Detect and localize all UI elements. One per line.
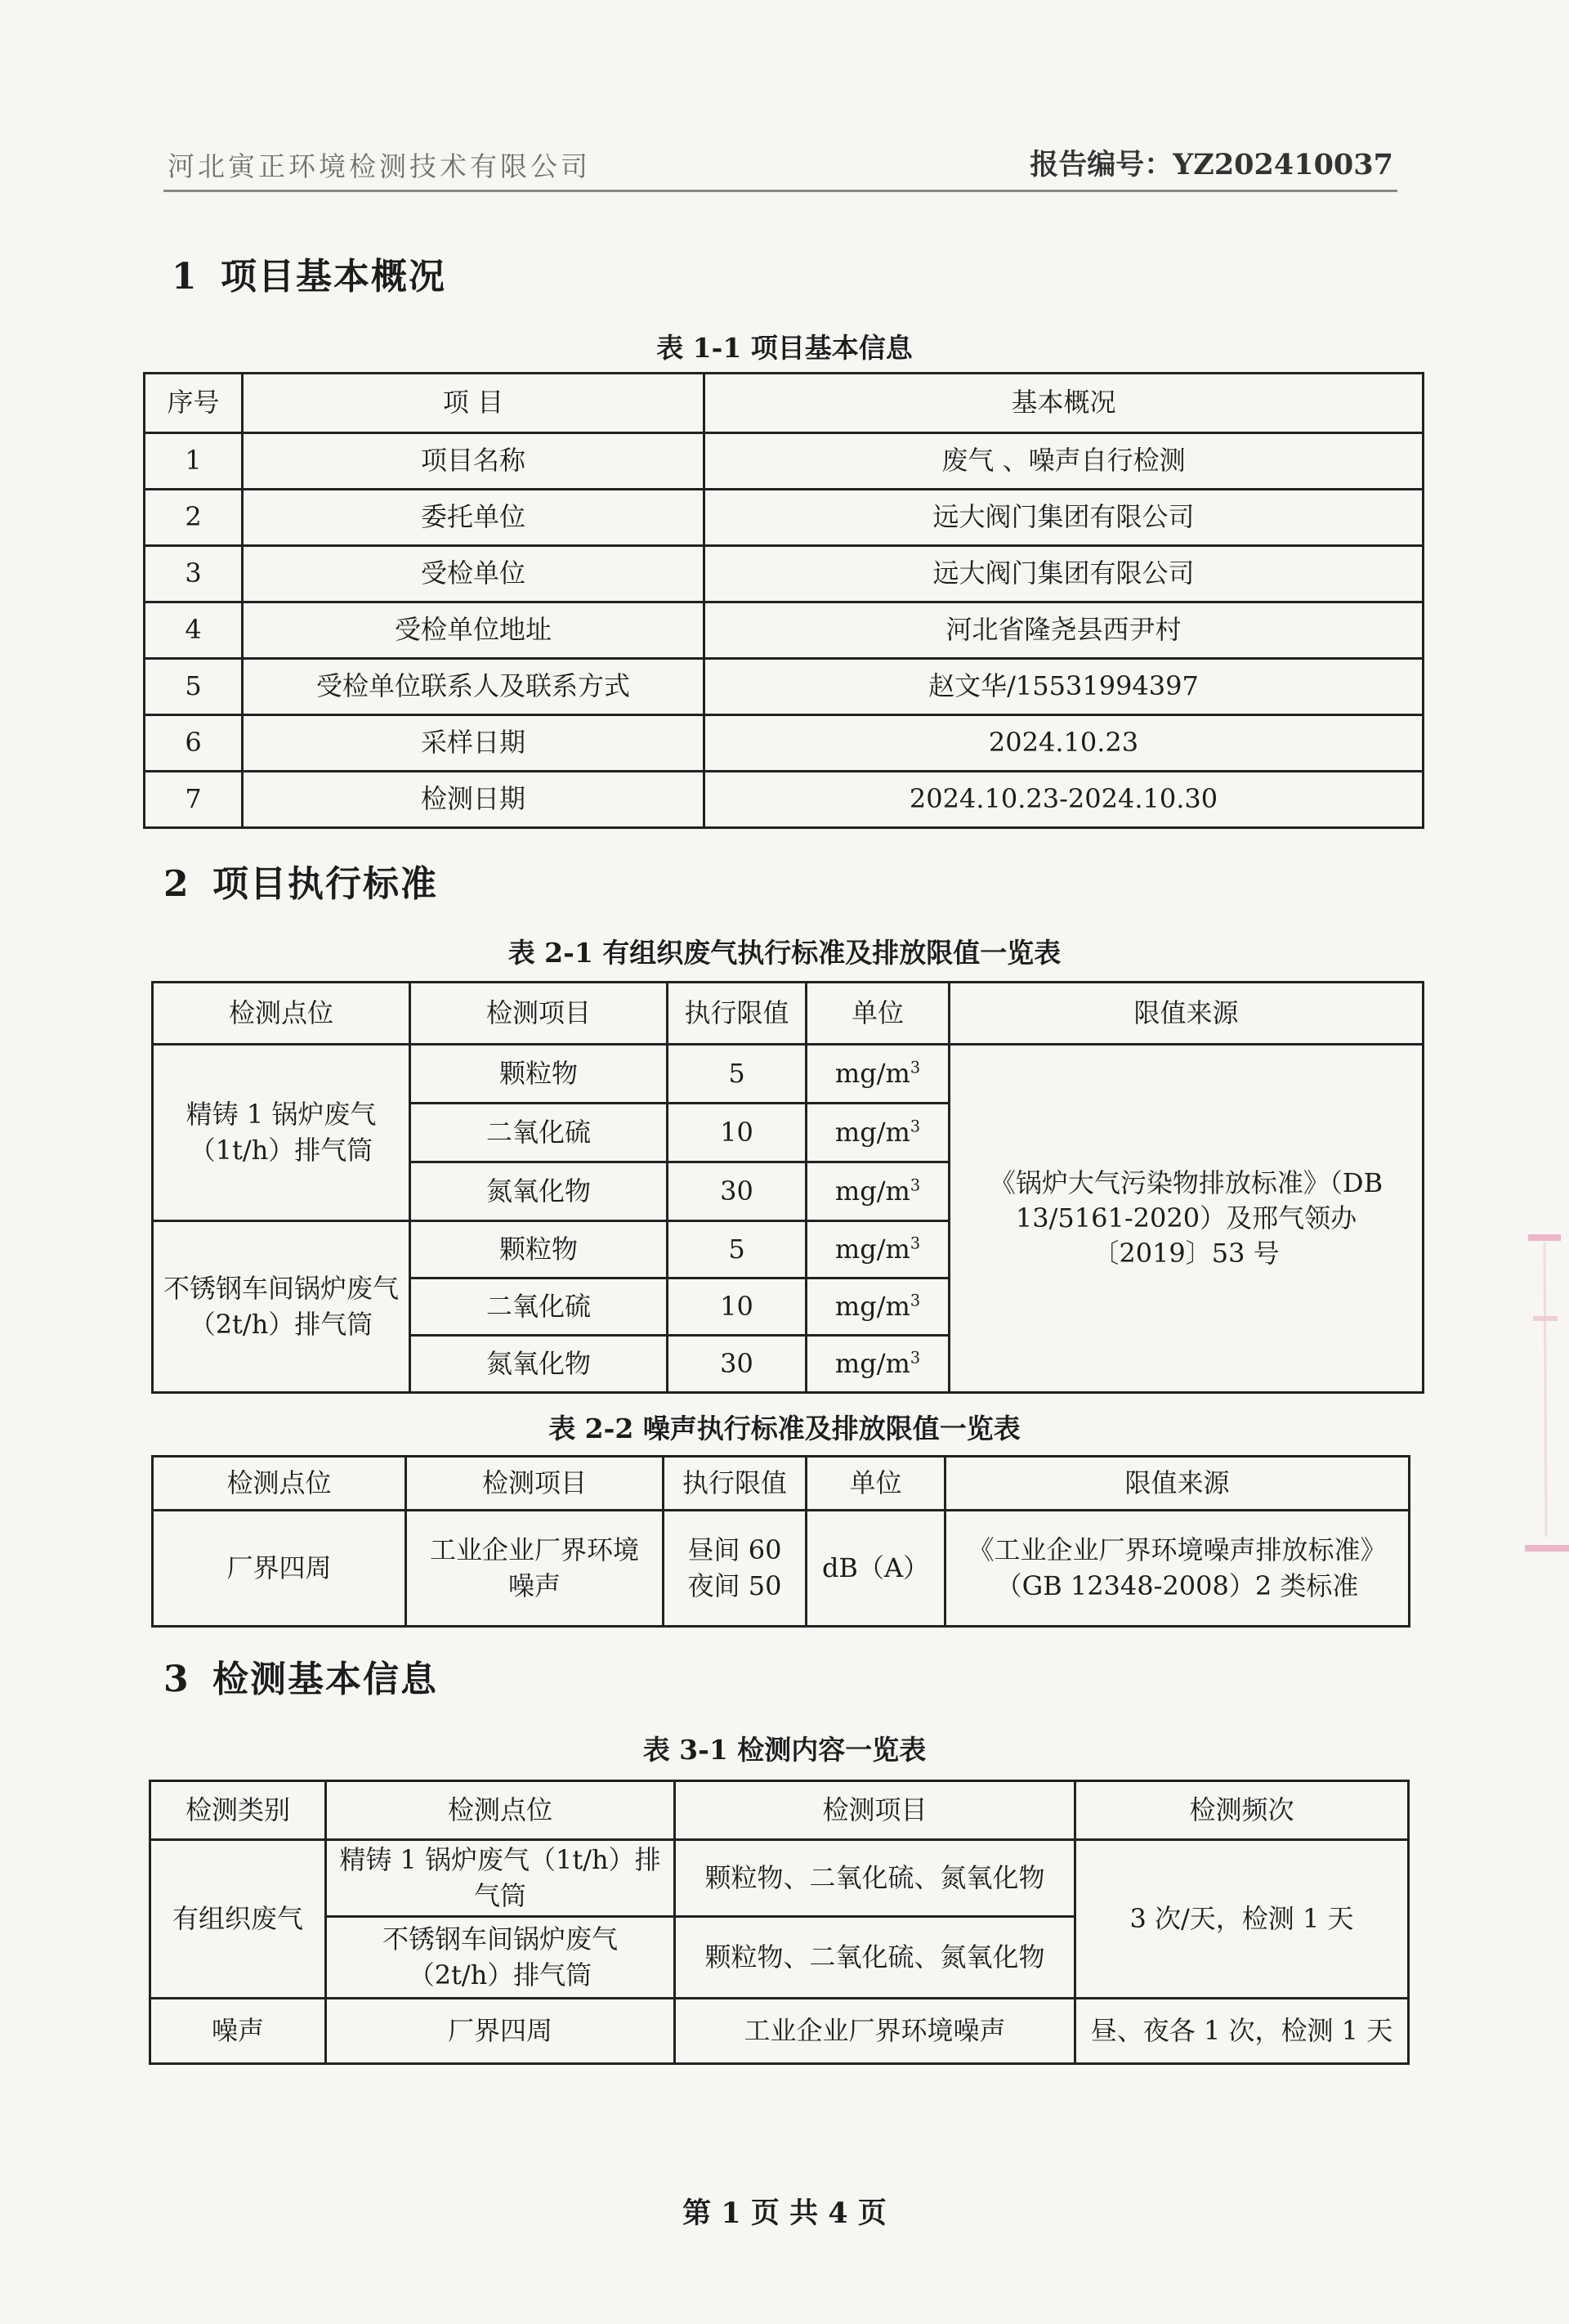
unit-text: mg/m xyxy=(834,1347,910,1379)
table-cell: 颗粒物 xyxy=(410,1045,668,1104)
table-header-row xyxy=(150,1781,1409,1840)
header-cell: 检测项目 xyxy=(406,1457,664,1511)
page-number: 第 1 页 共 4 页 xyxy=(682,2196,887,2230)
table-cell: 颗粒物、二氧化硫、氮氧化物 xyxy=(675,1840,1075,1917)
limit-source-cell: 《工业企业厂界环境噪声排放标准》（GB 12348-2008）2 类标准 xyxy=(945,1511,1410,1627)
header-cell: 基本概况 xyxy=(704,374,1424,433)
monitoring-point-cell: 厂界四周 xyxy=(153,1511,406,1627)
unit-superscript: 3 xyxy=(910,1291,921,1310)
table-2-caption: 表 2-1 有组织废气执行标准及排放限值一览表 xyxy=(507,937,1062,969)
section-number: 2 xyxy=(163,863,190,905)
table-row xyxy=(150,1840,1409,1917)
unit-text: mg/m xyxy=(834,1290,910,1322)
table-cell: 10 xyxy=(668,1278,807,1336)
table-row xyxy=(153,1511,1410,1627)
header-divider xyxy=(163,190,1397,192)
table-header-row xyxy=(153,983,1424,1045)
table-1-caption: 表 1-1 项目基本信息 xyxy=(656,332,913,364)
table-4-caption: 表 3-1 检测内容一览表 xyxy=(642,1734,927,1766)
category-cell: 噪声 xyxy=(150,1999,326,2064)
table-header-row xyxy=(153,1457,1410,1511)
header-cell: 限值来源 xyxy=(950,983,1424,1045)
table-cell: 远大阀门集团有限公司 xyxy=(704,546,1424,602)
frequency-cell: 3 次/天，检测 1 天 xyxy=(1075,1840,1409,1999)
header-cell: 检测点位 xyxy=(153,983,410,1045)
unit-cell xyxy=(807,1104,950,1162)
table-row xyxy=(145,546,1424,602)
unit-text: mg/m xyxy=(834,1116,910,1148)
table-cell: 4 xyxy=(145,602,243,659)
limit-source-cell: 《锅炉大气污染物排放标准》（DB 13/5161-2020）及邢气领办〔2019〕53 号 xyxy=(950,1045,1424,1393)
table-cell: 氮氧化物 xyxy=(410,1162,668,1221)
frequency-cell: 昼、夜各 1 次，检测 1 天 xyxy=(1075,1999,1409,2064)
header-cell: 序号 xyxy=(145,374,243,433)
table-cell: 3 xyxy=(145,546,243,602)
section-title: 检测基本信息 xyxy=(212,1659,438,1700)
header-cell: 执行限值 xyxy=(668,983,807,1045)
unit-cell xyxy=(807,1162,950,1221)
table-row xyxy=(145,772,1424,828)
table-cell: 5 xyxy=(668,1221,807,1278)
table-cell: 项目名称 xyxy=(243,433,704,490)
table-cell: 2 xyxy=(145,490,243,546)
table-cell: 5 xyxy=(668,1045,807,1104)
table-cell: 检测日期 xyxy=(243,772,704,828)
header-cell: 限值来源 xyxy=(945,1457,1410,1511)
monitoring-point-cell: 精铸 1 锅炉废气（1t/h）排气筒 xyxy=(153,1045,410,1221)
unit-superscript: 3 xyxy=(910,1348,921,1368)
table-cell: 7 xyxy=(145,772,243,828)
table-header-row xyxy=(145,374,1424,433)
unit-superscript: 3 xyxy=(910,1058,921,1077)
monitoring-point-cell: 精铸 1 锅炉废气（1t/h）排气筒 xyxy=(326,1840,675,1917)
section-3-heading xyxy=(163,1650,438,1702)
table-cell: 赵文华/15531994397 xyxy=(704,659,1424,715)
unit-superscript: 3 xyxy=(910,1234,921,1253)
table-cell: 受检单位地址 xyxy=(243,602,704,659)
table-row xyxy=(145,490,1424,546)
company-name: 河北寅正环境检测技术有限公司 xyxy=(168,150,591,182)
table-row xyxy=(145,602,1424,659)
table-cell: 1 xyxy=(145,433,243,490)
noise-standard-table xyxy=(151,1455,1410,1628)
monitoring-point-cell: 不锈钢车间锅炉废气（2t/h）排气筒 xyxy=(326,1917,675,1999)
table-cell: 受检单位 xyxy=(243,546,704,602)
unit-cell xyxy=(807,1278,950,1336)
night-limit: 夜间 50 xyxy=(687,1569,782,1601)
table-row xyxy=(145,433,1424,490)
table-row xyxy=(145,659,1424,715)
project-info-table xyxy=(143,372,1424,829)
header-cell: 执行限值 xyxy=(664,1457,807,1511)
table-cell: 颗粒物 xyxy=(410,1221,668,1278)
header-cell: 检测点位 xyxy=(153,1457,406,1511)
table-row xyxy=(150,1999,1409,2064)
unit-cell xyxy=(807,1336,950,1393)
table-cell: 二氧化硫 xyxy=(410,1104,668,1162)
header-cell: 检测类别 xyxy=(150,1781,326,1840)
limit-cell xyxy=(664,1511,807,1627)
table-row xyxy=(153,1045,1424,1104)
detection-content-table xyxy=(149,1780,1410,2065)
header-cell: 检测项目 xyxy=(675,1781,1075,1840)
unit-cell xyxy=(807,1045,950,1104)
header-cell: 项 目 xyxy=(243,374,704,433)
report-number: 报告编号：YZ202410037 xyxy=(1030,148,1393,181)
day-limit: 昼间 60 xyxy=(687,1534,782,1566)
section-1-heading xyxy=(172,247,446,299)
table-cell: 颗粒物、二氧化硫、氮氧化物 xyxy=(675,1917,1075,1999)
table-cell: 2024.10.23 xyxy=(704,715,1424,772)
unit-superscript: 3 xyxy=(910,1117,921,1136)
table-cell: 6 xyxy=(145,715,243,772)
unit-text: mg/m xyxy=(834,1057,910,1089)
monitoring-point-cell: 不锈钢车间锅炉废气（2t/h）排气筒 xyxy=(153,1221,410,1393)
header-cell: 检测点位 xyxy=(326,1781,675,1840)
table-cell: 采样日期 xyxy=(243,715,704,772)
category-cell: 有组织废气 xyxy=(150,1840,326,1999)
unit-text: mg/m xyxy=(834,1175,910,1207)
unit-cell xyxy=(807,1221,950,1278)
section-title: 项目执行标准 xyxy=(212,863,438,905)
table-cell: 工业企业厂界环境噪声 xyxy=(675,1999,1075,2064)
table-cell: 2024.10.23-2024.10.30 xyxy=(704,772,1424,828)
monitoring-point-cell: 厂界四周 xyxy=(326,1999,675,2064)
section-number: 3 xyxy=(163,1659,190,1700)
table-cell: 工业企业厂界环境噪声 xyxy=(406,1511,664,1627)
table-cell: dB（A） xyxy=(807,1511,945,1627)
paper-stain-mark xyxy=(1504,1226,1569,1569)
section-number: 1 xyxy=(172,256,199,298)
table-cell: 河北省隆尧县西尹村 xyxy=(704,602,1424,659)
table-cell: 30 xyxy=(668,1336,807,1393)
section-title: 项目基本概况 xyxy=(221,256,446,298)
gas-standard-table xyxy=(151,981,1424,1394)
header-cell: 检测项目 xyxy=(410,983,668,1045)
unit-text: mg/m xyxy=(834,1233,910,1265)
table-row xyxy=(145,715,1424,772)
table-cell: 废气 、噪声自行检测 xyxy=(704,433,1424,490)
header-cell: 单位 xyxy=(807,983,950,1045)
table-cell: 委托单位 xyxy=(243,490,704,546)
unit-superscript: 3 xyxy=(910,1175,921,1195)
table-cell: 二氧化硫 xyxy=(410,1278,668,1336)
table-cell: 5 xyxy=(145,659,243,715)
header-cell: 单位 xyxy=(807,1457,945,1511)
table-cell: 氮氧化物 xyxy=(410,1336,668,1393)
table-cell: 10 xyxy=(668,1104,807,1162)
header-cell: 检测频次 xyxy=(1075,1781,1409,1840)
table-cell: 受检单位联系人及联系方式 xyxy=(243,659,704,715)
table-3-caption: 表 2-2 噪声执行标准及排放限值一览表 xyxy=(548,1413,1021,1444)
table-cell: 远大阀门集团有限公司 xyxy=(704,490,1424,546)
table-cell: 30 xyxy=(668,1162,807,1221)
section-2-heading xyxy=(163,854,438,907)
